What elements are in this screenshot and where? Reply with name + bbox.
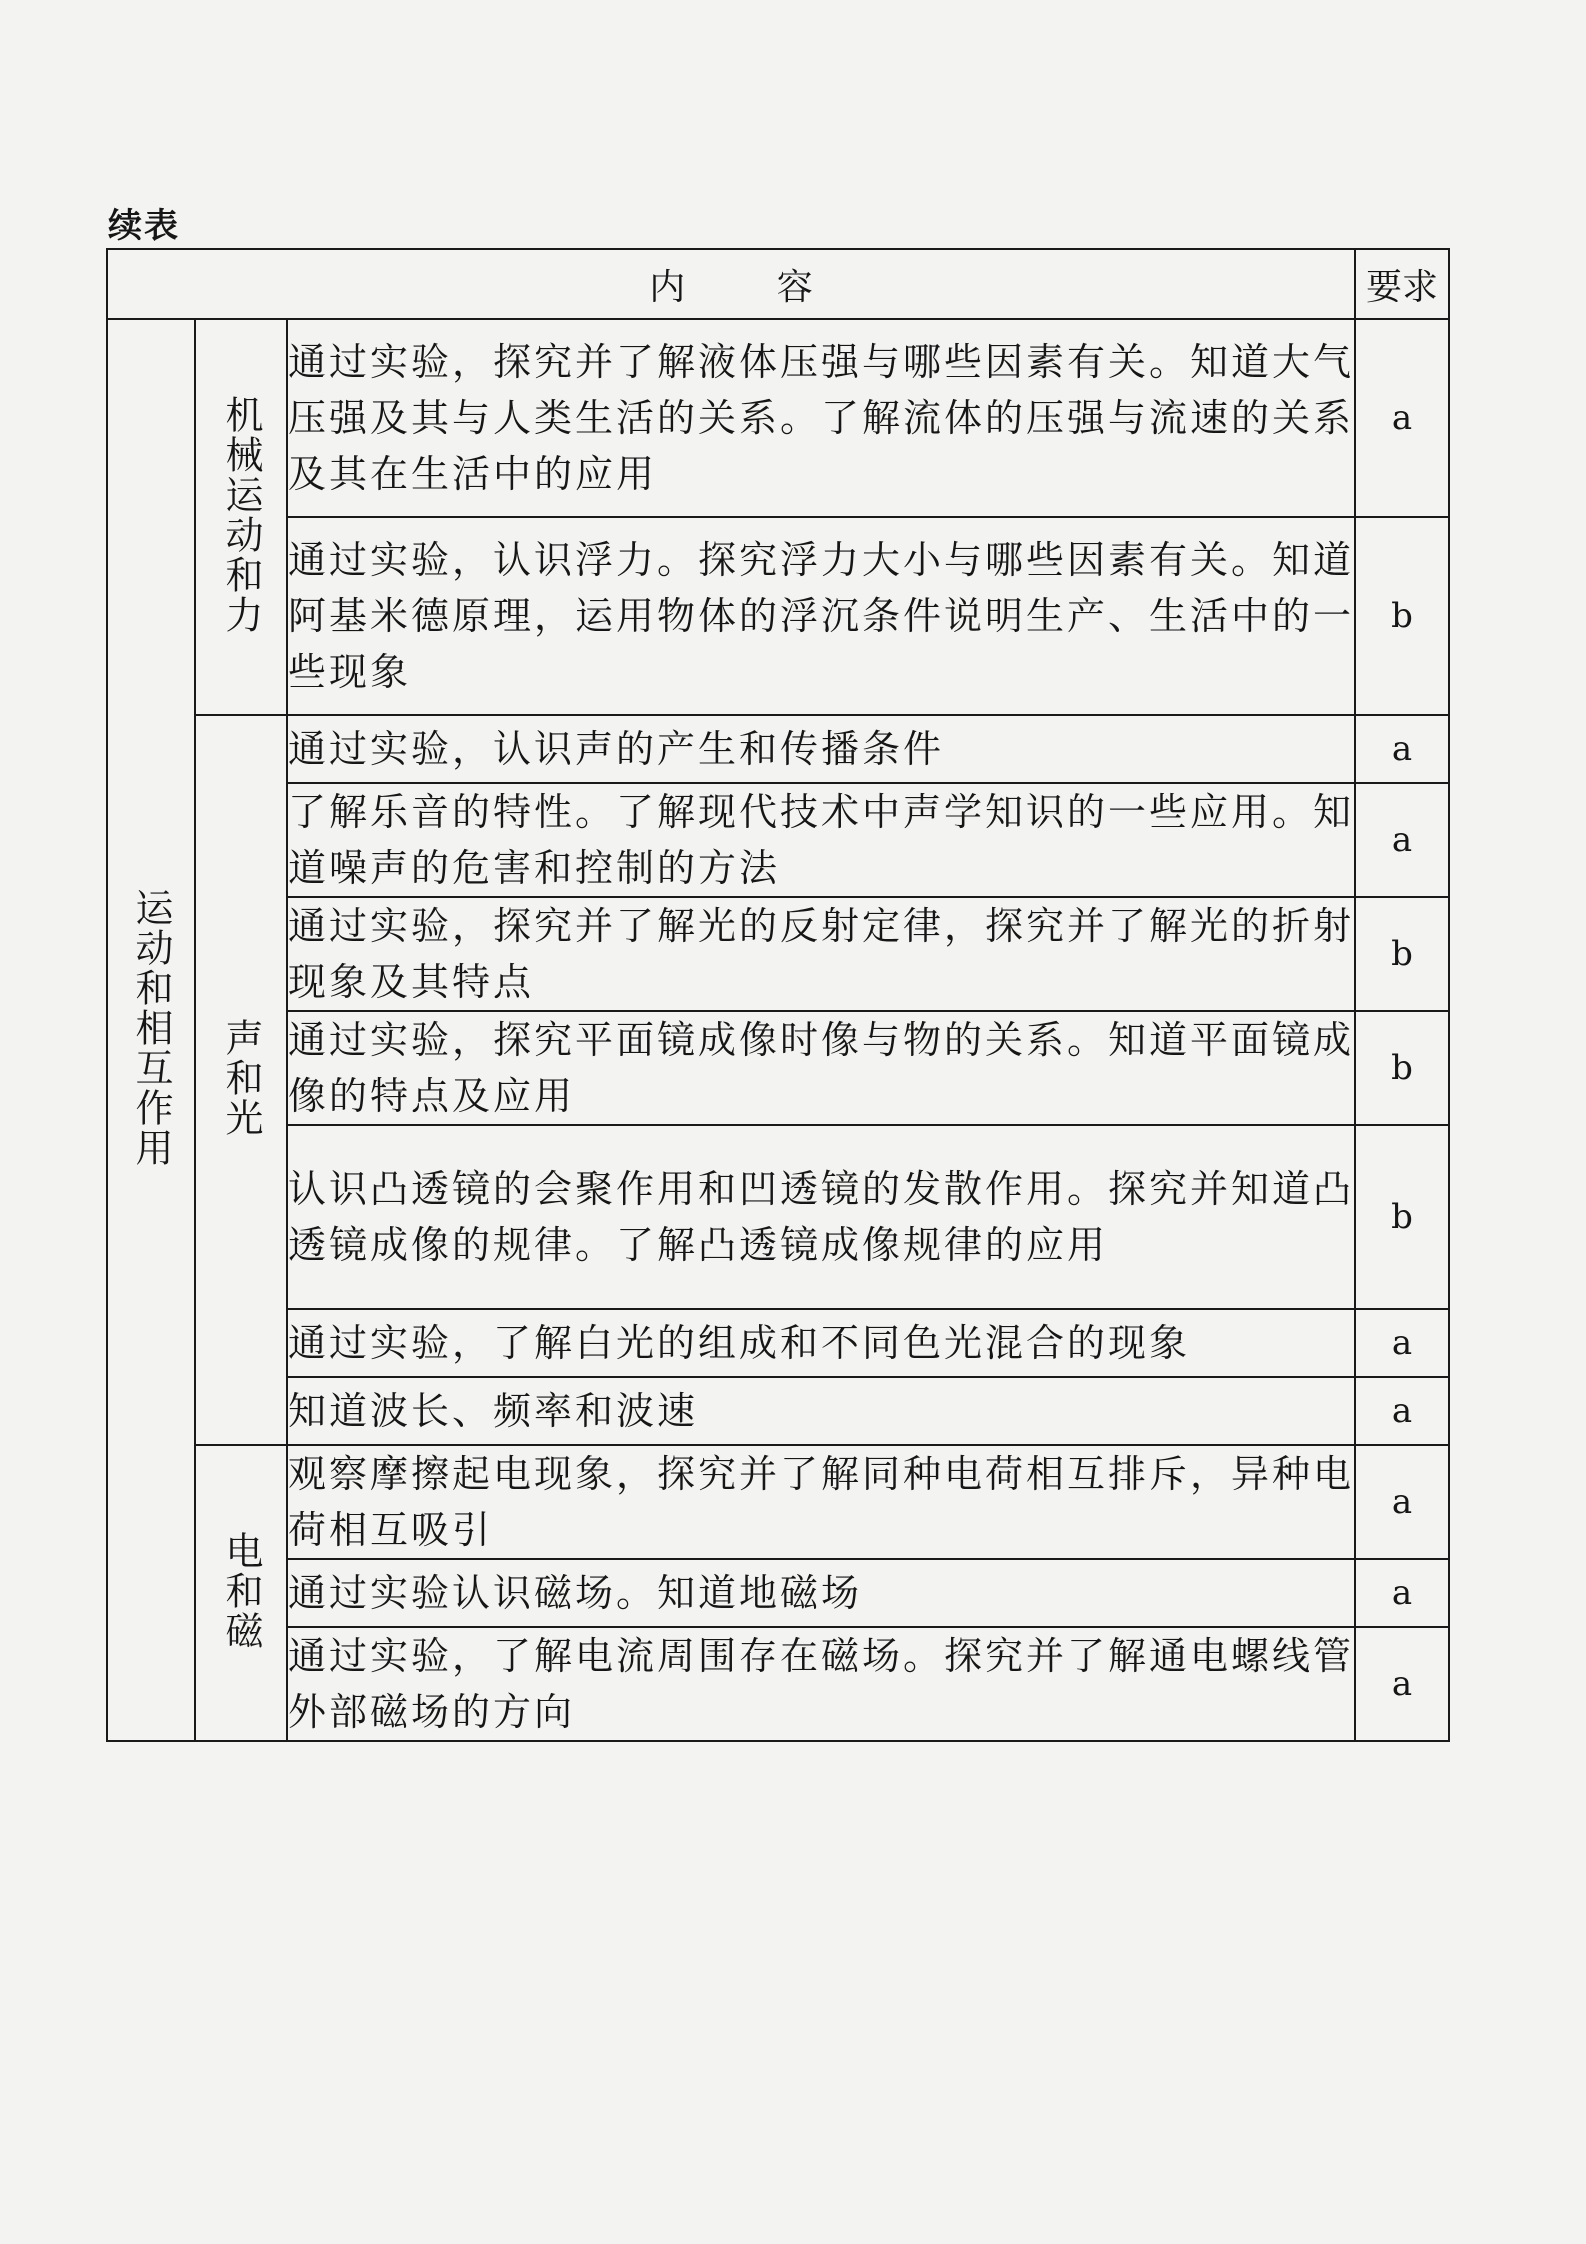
requirement-cell: a [1355,715,1449,783]
requirement-cell: a [1355,1377,1449,1445]
requirement-cell: a [1355,1627,1449,1741]
requirement-cell: b [1355,517,1449,715]
table-header-row [107,249,1449,319]
content-cell: 通过实验，了解电流周围存在磁场。探究并了解通电螺线管外部磁场的方向 [287,1627,1355,1741]
requirement-cell: b [1355,1125,1449,1309]
content-cell: 了解乐音的特性。了解现代技术中声学知识的一些应用。知道噪声的危害和控制的方法 [287,783,1355,897]
table-row [107,715,1449,783]
table-row [107,1011,1449,1125]
table-row [107,783,1449,897]
requirement-cell: a [1355,1445,1449,1559]
category-cell [107,319,195,1741]
page-title: 续表 [108,206,180,246]
content-cell: 通过实验，探究并了解光的反射定律，探究并了解光的折射现象及其特点 [287,897,1355,1011]
subcategory-cell [195,1445,287,1741]
table-row [107,1627,1449,1741]
subcategory-cell [195,715,287,1445]
requirement-cell: a [1355,1309,1449,1377]
category-label: 运动和相互作用 [129,888,173,1168]
content-cell: 通过实验，认识浮力。探究浮力大小与哪些因素有关。知道阿基米德原理，运用物体的浮沉条件说明生产、生活中的一些现象 [287,517,1355,715]
requirement-cell: b [1355,897,1449,1011]
subcategory-label: 声和光 [219,1018,263,1138]
table-row [107,1559,1449,1627]
requirement-cell: a [1355,319,1449,517]
content-cell: 观察摩擦起电现象，探究并了解同种电荷相互排斥，异种电荷相互吸引 [287,1445,1355,1559]
content-cell: 通过实验认识磁场。知道地磁场 [287,1559,1355,1627]
requirement-cell: a [1355,1559,1449,1627]
table-row [107,1309,1449,1377]
requirement-cell: a [1355,783,1449,897]
subcategory-label: 机械运动和力 [219,395,263,635]
table-row [107,319,1449,517]
content-cell: 通过实验，探究平面镜成像时像与物的关系。知道平面镜成像的特点及应用 [287,1011,1355,1125]
requirement-cell: b [1355,1011,1449,1125]
table-row [107,1125,1449,1309]
table-row [107,1445,1449,1559]
header-requirement: 要求 [1355,249,1449,319]
content-cell: 认识凸透镜的会聚作用和凹透镜的发散作用。探究并知道凸透镜成像的规律。了解凸透镜成像规律的应用 [287,1125,1355,1309]
table-row [107,897,1449,1011]
header-content: 内 容 [107,249,1355,319]
table-row [107,517,1449,715]
content-cell: 知道波长、频率和波速 [287,1377,1355,1445]
content-cell: 通过实验，了解白光的组成和不同色光混合的现象 [287,1309,1355,1377]
subcategory-label: 电和磁 [219,1531,263,1651]
subcategory-cell [195,319,287,715]
curriculum-table [106,248,1450,1742]
table-row [107,1377,1449,1445]
content-cell: 通过实验，认识声的产生和传播条件 [287,715,1355,783]
content-cell: 通过实验，探究并了解液体压强与哪些因素有关。知道大气压强及其与人类生活的关系。了解流体的压强与流速的关系及其在生活中的应用 [287,319,1355,517]
